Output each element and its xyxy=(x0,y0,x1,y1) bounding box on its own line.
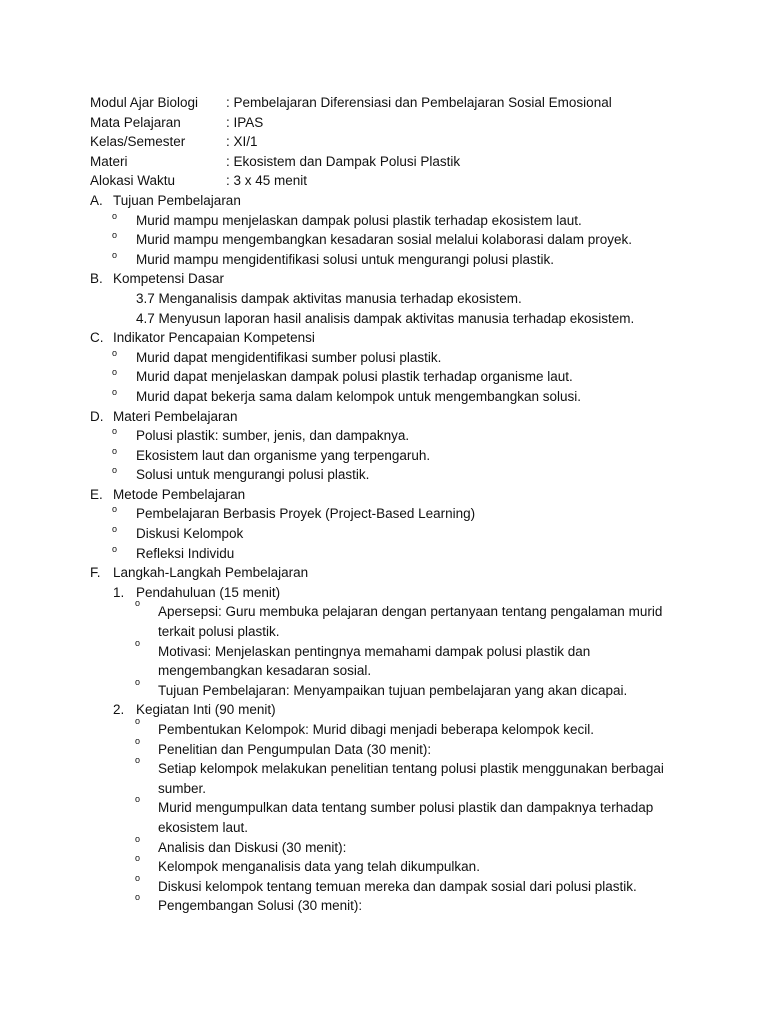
circle-bullet-icon: o xyxy=(112,504,118,515)
circle-bullet-icon: o xyxy=(135,853,141,864)
section-heading-e xyxy=(90,485,690,505)
competency-item xyxy=(90,309,690,329)
step-number: 2. xyxy=(113,702,125,718)
section-heading-c xyxy=(90,328,690,348)
sub-list-item xyxy=(90,892,690,916)
section-heading-f xyxy=(90,563,690,583)
meta-value: : Ekosistem dan Dampak Polusi Plastik xyxy=(226,153,461,169)
sub-list-item-text: Motivasi: Menjelaskan pentingnya memahami dampak polusi plastik dan mengembangkan kesadaran sosial. xyxy=(158,643,591,679)
section-letter: D. xyxy=(90,408,104,424)
list-item xyxy=(90,387,690,407)
list-item-text: Pembelajaran Berbasis Proyek (Project-Based Learning) xyxy=(136,506,476,522)
section-letter: F. xyxy=(90,565,101,581)
meta-row xyxy=(90,152,690,172)
list-item-text: Murid mampu mengidentifikasi solusi untuk mengurangi polusi plastik. xyxy=(136,251,554,267)
list-item xyxy=(90,524,690,544)
meta-key: Alokasi Waktu xyxy=(90,173,176,189)
sub-list-item-text: Pembentukan Kelompok: Murid dibagi menjadi beberapa kelompok kecil. xyxy=(158,722,594,737)
sub-list-item-text: Murid mengumpulkan data tentang sumber polusi plastik dan dampaknya terhadap ekosistem laut. xyxy=(158,800,654,835)
circle-bullet-icon: o xyxy=(112,210,118,221)
circle-bullet-icon: o xyxy=(135,735,141,746)
circle-bullet-icon: o xyxy=(112,249,118,260)
list-item xyxy=(90,211,690,231)
circle-bullet-icon: o xyxy=(112,465,118,476)
competency-item xyxy=(90,289,690,309)
step-number: 1. xyxy=(113,584,125,600)
list-item-text: Murid mampu mengembangkan kesadaran sosial melalui kolaborasi dalam proyek. xyxy=(136,232,632,248)
meta-key: Kelas/Semester xyxy=(90,134,186,150)
circle-bullet-icon: o xyxy=(135,637,141,648)
meta-value: : Pembelajaran Diferensiasi dan Pembelajaran Sosial Emosional xyxy=(226,95,612,110)
sub-list-item xyxy=(90,794,690,837)
circle-bullet-icon: o xyxy=(112,445,118,456)
sub-list-item xyxy=(90,872,690,897)
section-title: Indikator Pencapaian Kompetensi xyxy=(113,330,315,346)
list-item xyxy=(90,230,690,250)
circle-bullet-icon: o xyxy=(135,892,141,903)
meta-row xyxy=(90,171,690,191)
circle-bullet-icon: o xyxy=(135,872,141,883)
meta-key: Mata Pelajaran xyxy=(90,114,181,130)
sub-list-item-text: Kelompok menganalisis data yang telah dikumpulkan. xyxy=(158,859,480,875)
sub-list-item-text: Setiap kelompok melakukan penelitian tentang polusi plastik menggunakan berbagai sumber. xyxy=(158,761,664,796)
list-item xyxy=(90,426,690,446)
meta-key: Modul Ajar Biologi xyxy=(90,95,199,110)
circle-bullet-icon: o xyxy=(135,716,141,726)
list-item-text: Diskusi Kelompok xyxy=(136,526,244,542)
meta-value: : XI/1 xyxy=(226,134,258,150)
section-title: Langkah-Langkah Pembelajaran xyxy=(113,565,309,581)
meta-row xyxy=(90,93,690,113)
sub-list-item xyxy=(90,716,690,740)
sub-list-item xyxy=(90,637,690,681)
step-heading xyxy=(90,583,690,603)
list-item xyxy=(90,367,690,387)
circle-bullet-icon: o xyxy=(135,598,141,609)
circle-bullet-icon: o xyxy=(112,347,118,358)
step-title: Kegiatan Inti (90 menit) xyxy=(136,702,276,718)
sub-list-item-text: Analisis dan Diskusi (30 menit): xyxy=(158,839,347,855)
sub-list-item xyxy=(90,598,690,641)
step-title: Pendahuluan (15 menit) xyxy=(136,584,281,600)
circle-bullet-icon: o xyxy=(135,755,141,766)
section-heading-d xyxy=(90,407,690,427)
circle-bullet-icon: o xyxy=(135,794,141,805)
competency-text: 4.7 Menyusun laporan hasil analisis dampak aktivitas manusia terhadap ekosistem. xyxy=(136,310,635,326)
sub-list-item-text: Apersepsi: Guru membuka pelajaran dengan pertanyaan tentang pengalaman murid terkait polusi plastik. xyxy=(158,604,663,640)
list-item-text: Murid dapat mengidentifikasi sumber polusi plastik. xyxy=(136,349,442,365)
section-letter: A. xyxy=(90,192,103,208)
list-item xyxy=(90,250,690,270)
section-heading-b xyxy=(90,269,690,289)
circle-bullet-icon: o xyxy=(112,524,118,535)
circle-bullet-icon: o xyxy=(112,230,118,241)
list-item-text: Murid dapat bekerja sama dalam kelompok untuk mengembangkan solusi. xyxy=(136,388,581,404)
meta-value: : 3 x 45 menit xyxy=(226,173,308,189)
sub-list-item xyxy=(90,735,690,760)
circle-bullet-icon: o xyxy=(112,367,118,378)
competency-text: 3.7 Menganalisis dampak aktivitas manusia terhadap ekosistem. xyxy=(136,290,522,306)
list-item xyxy=(90,348,690,368)
document-content xyxy=(90,93,690,916)
meta-key: Materi xyxy=(90,153,128,169)
circle-bullet-icon: o xyxy=(112,426,118,437)
sub-list-item xyxy=(90,833,690,858)
section-letter: B. xyxy=(90,271,103,287)
sub-list-item xyxy=(90,853,690,877)
section-title: Tujuan Pembelajaran xyxy=(113,192,241,208)
list-item-text: Refleksi Individu xyxy=(136,545,235,561)
list-item-text: Murid mampu menjelaskan dampak polusi plastik terhadap ekosistem laut. xyxy=(136,212,582,228)
circle-bullet-icon: o xyxy=(135,833,141,844)
list-item-text: Ekosistem laut dan organisme yang terpengaruh. xyxy=(136,447,431,463)
list-item xyxy=(90,465,690,485)
list-item xyxy=(90,446,690,466)
list-item xyxy=(90,504,690,524)
list-item-text: Polusi plastik: sumber, jenis, dan dampaknya. xyxy=(136,428,410,444)
sub-list-item-text: Diskusi kelompok tentang temuan mereka dan dampak sosial dari polusi plastik. xyxy=(158,878,637,894)
circle-bullet-icon: o xyxy=(135,676,141,687)
meta-row xyxy=(90,132,690,152)
sub-list-item-text: Pengembangan Solusi (30 menit): xyxy=(158,898,363,914)
meta-row xyxy=(90,113,690,133)
list-item xyxy=(90,544,690,564)
section-title: Materi Pembelajaran xyxy=(113,408,238,424)
section-heading-a xyxy=(90,191,690,211)
section-letter: C. xyxy=(90,330,104,346)
circle-bullet-icon: o xyxy=(112,543,118,554)
list-item-text: Murid dapat menjelaskan dampak polusi plastik terhadap organisme laut. xyxy=(136,369,573,385)
section-title: Kompetensi Dasar xyxy=(113,271,225,287)
section-title: Metode Pembelajaran xyxy=(113,486,246,502)
meta-value: : IPAS xyxy=(226,114,264,130)
step-heading xyxy=(90,700,690,720)
sub-list-item-text: Penelitian dan Pengumpulan Data (30 menit): xyxy=(158,741,432,757)
circle-bullet-icon: o xyxy=(112,386,118,397)
section-letter: E. xyxy=(90,486,103,502)
list-item-text: Solusi untuk mengurangi polusi plastik. xyxy=(136,467,370,483)
sub-list-item-text: Tujuan Pembelajaran: Menyampaikan tujuan pembelajaran yang akan dicapai. xyxy=(158,682,628,698)
sub-list-item xyxy=(90,755,690,798)
sub-list-item xyxy=(90,676,690,701)
